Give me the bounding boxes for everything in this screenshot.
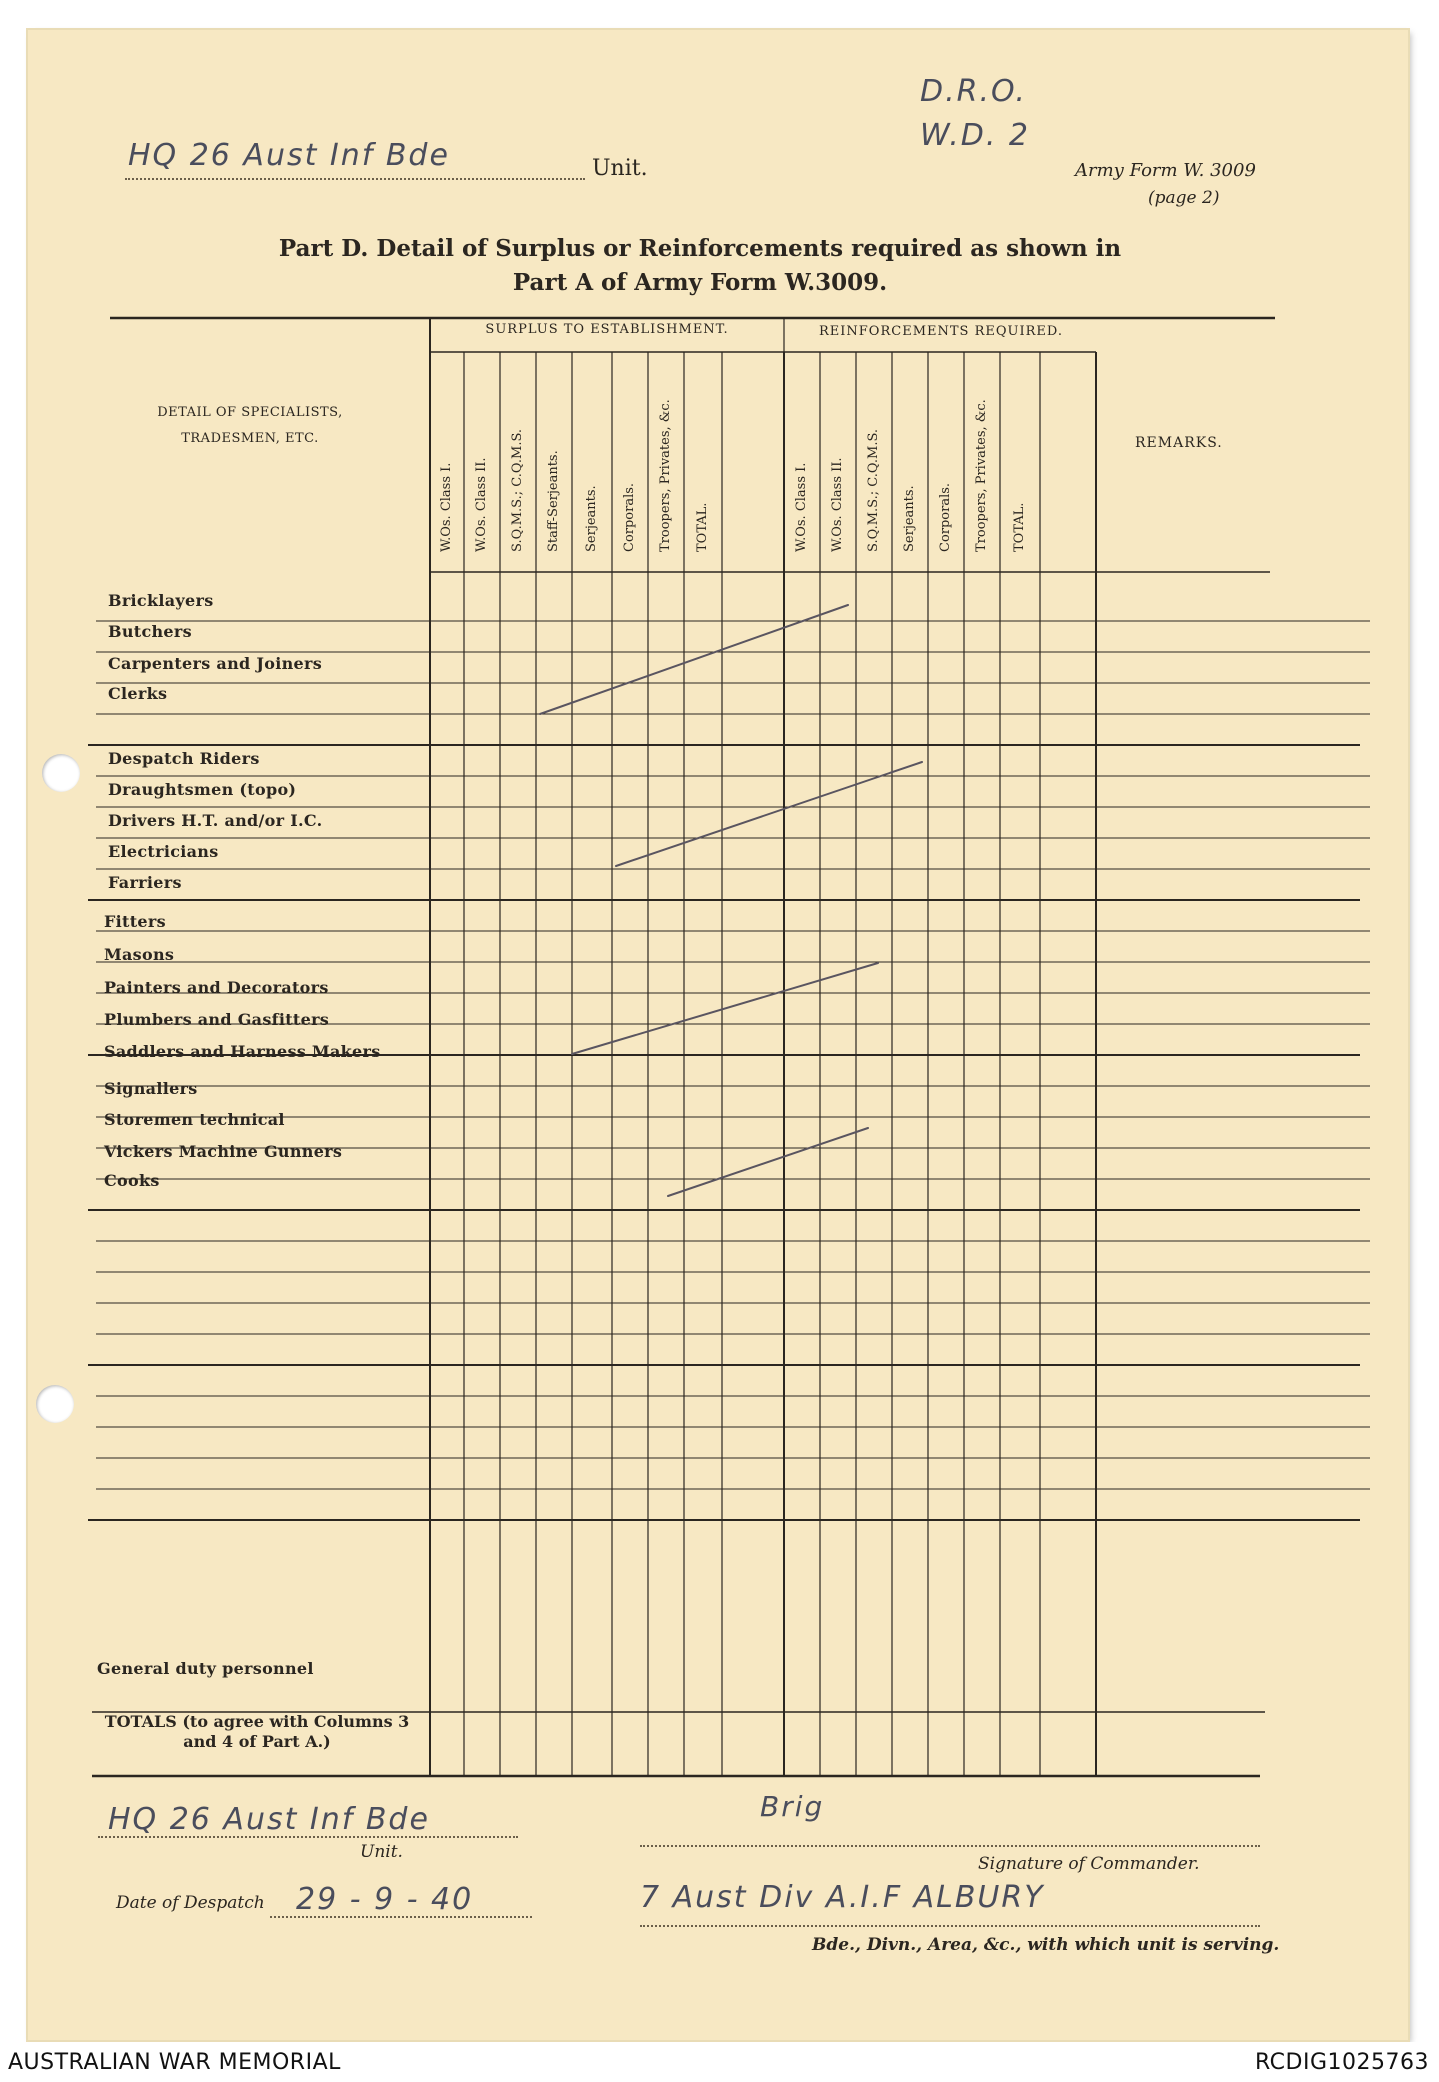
date-dotted-line <box>270 1916 532 1918</box>
pencil-strike <box>572 963 878 1054</box>
signature-label: Signature of Commander. <box>978 1854 1200 1874</box>
row-label: Clerks <box>108 684 168 703</box>
title-line-1: Part D. Detail of Surplus or Reinforcements required as shown in <box>278 235 1122 262</box>
surplus-col-header: Troopers, Privates, &c. <box>658 399 673 552</box>
row-label: Despatch Riders <box>108 749 260 768</box>
row-label: Saddlers and Harness Makers <box>104 1042 381 1061</box>
reinforcement-col-header: TOTAL. <box>1012 502 1027 552</box>
title-line-2: Part A of Army Form W.3009. <box>512 269 888 296</box>
annotation-line-1: D.R.O. <box>920 74 1027 109</box>
totals-label: TOTALS (to agree with Columns 3 and 4 of Part A.) <box>104 1712 410 1751</box>
row-label: Masons <box>104 945 175 964</box>
surplus-col-header: Corporals. <box>622 482 637 552</box>
credit-left: AUSTRALIAN WAR MEMORIAL <box>8 2050 341 2075</box>
row-label: Drivers H.T. and/or I.C. <box>108 811 323 830</box>
row-label: Farriers <box>108 873 182 892</box>
reinforcements-header: REINFORCEMENTS REQUIRED. <box>819 324 1063 339</box>
reinforcement-col-header: Corporals. <box>938 482 953 552</box>
pencil-strike <box>616 762 922 866</box>
row-label: Carpenters and Joiners <box>108 654 323 673</box>
row-label: Fitters <box>104 912 166 931</box>
row-label: Electricians <box>108 842 219 861</box>
surplus-col-header: S.Q.M.S.; C.Q.M.S. <box>510 428 525 552</box>
row-label: Vickers Machine Gunners <box>104 1142 343 1161</box>
surplus-col-header: TOTAL. <box>695 502 710 552</box>
reinforcement-col-header: Serjeants. <box>902 485 917 552</box>
surplus-col-header: W.Os. Class I. <box>439 462 454 552</box>
reinforcement-col-header: S.Q.M.S.; C.Q.M.S. <box>866 428 881 552</box>
surplus-col-header: W.Os. Class II. <box>474 457 489 552</box>
specialists-header: DETAIL OF SPECIALISTS, TRADESMEN, ETC. <box>157 405 343 446</box>
reinforcement-col-header: Troopers, Privates, &c. <box>974 399 989 552</box>
row-label: Butchers <box>108 622 192 641</box>
date-of-despatch-label: Date of Despatch <box>116 1893 265 1913</box>
credit-right: RCDIG1025763 <box>1254 2050 1429 2075</box>
remarks-header: REMARKS. <box>1135 435 1223 451</box>
date-of-despatch-value: 29 - 9 - 40 <box>296 1882 474 1917</box>
row-label: Storemen technical <box>104 1110 285 1129</box>
row-label: Cooks <box>104 1171 160 1190</box>
commander-signature: Brig <box>760 1790 825 1823</box>
formation-label: Bde., Divn., Area, &c., with which unit is serving. <box>812 1935 1280 1955</box>
footer-unit-label: Unit. <box>360 1842 403 1862</box>
row-label: Draughtsmen (topo) <box>108 780 297 799</box>
reinforcement-col-header: W.Os. Class II. <box>830 457 845 552</box>
footer-unit-line <box>98 1836 518 1838</box>
form-page: (page 2) <box>1148 188 1220 208</box>
row-label: Painters and Decorators <box>104 978 329 997</box>
general-duty-label: General duty personnel <box>97 1659 314 1678</box>
signature-dotted-line <box>640 1845 1260 1847</box>
footer-unit-handwritten: HQ 26 Aust Inf Bde <box>108 1802 430 1837</box>
surplus-header: SURPLUS TO ESTABLISHMENT. <box>485 322 729 337</box>
formation-handwritten: 7 Aust Div A.I.F ALBURY <box>640 1880 1045 1915</box>
unit-label: Unit. <box>592 156 648 181</box>
row-label: Plumbers and Gasfitters <box>104 1010 330 1029</box>
row-label: Signallers <box>104 1079 198 1098</box>
surplus-col-header: Serjeants. <box>584 485 599 552</box>
annotation-line-2: W.D. 2 <box>920 118 1031 153</box>
unit-handwritten: HQ 26 Aust Inf Bde <box>128 138 450 173</box>
surplus-col-header: Staff-Serjeants. <box>546 450 561 552</box>
reinforcement-col-header: W.Os. Class I. <box>794 462 809 552</box>
row-label: Bricklayers <box>108 591 214 610</box>
formation-dotted-line <box>640 1925 1260 1927</box>
form-number: Army Form W. 3009 <box>1075 160 1256 181</box>
pencil-strike <box>668 1128 868 1196</box>
